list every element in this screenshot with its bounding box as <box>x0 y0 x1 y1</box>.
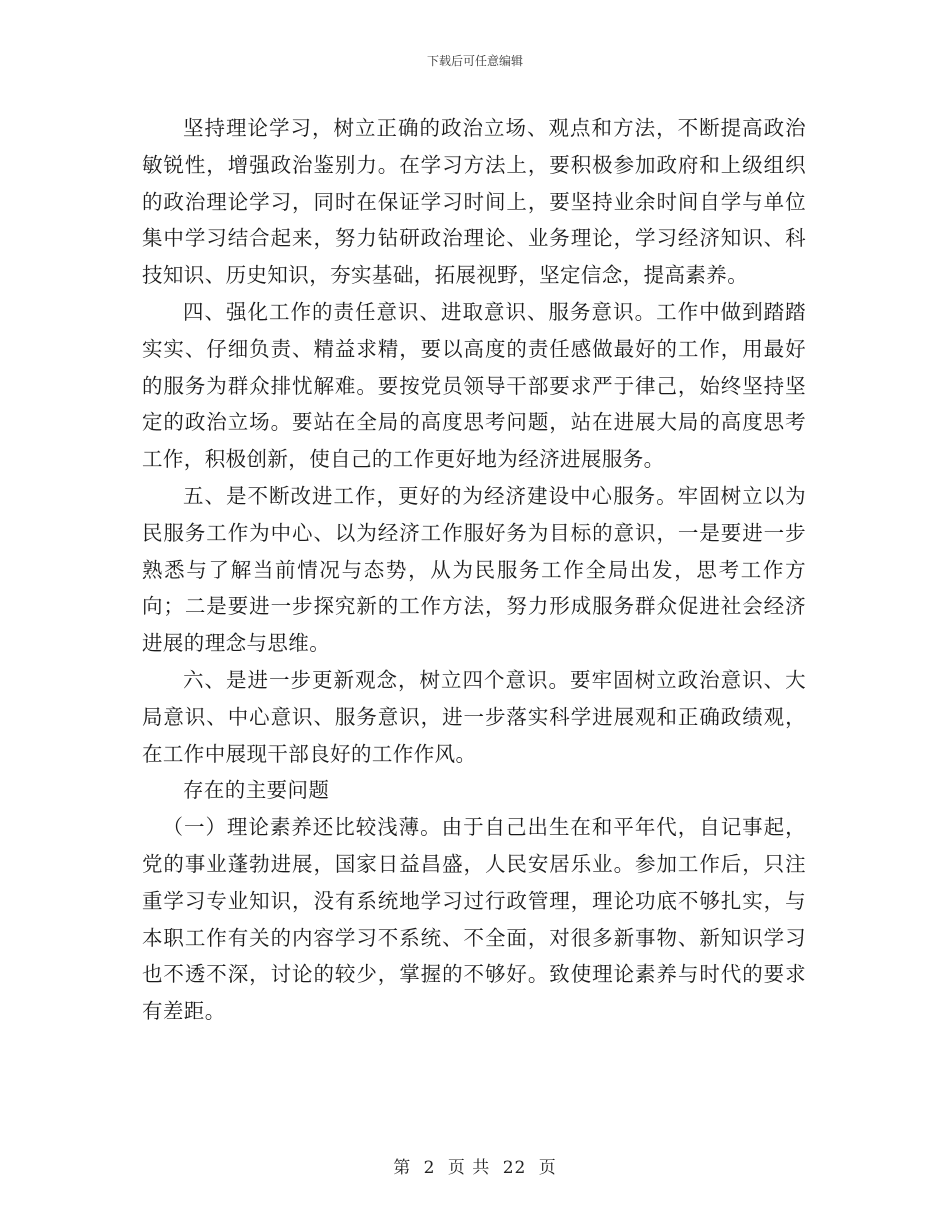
page-header-note: 下载后可任意编辑 <box>426 54 523 68</box>
footer-middle: 页 共 <box>447 1158 491 1178</box>
page-footer <box>0 1153 950 1178</box>
footer-total-pages: 22 <box>502 1158 527 1178</box>
footer-prefix: 第 <box>393 1158 412 1178</box>
paragraph-update-concepts: 六、是进一步更新观念，树立四个意识。要牢固树立政治意识、大局意识、中心意识、服务意识，进一步落实科学进展观和正确政绩观，在工作中展现干部良好的工作作风。 <box>142 667 806 766</box>
paragraph-improve-work: 五、是不断改进工作，更好的为经济建设中心服务。牢固树立以为民服务工作为中心、以为经济工作服好务为目标的意识，一是要进一步熟悉与了解当前情况与态势，从为民服务工作全局出发，思考工作方向；二是要进一步探究新的工作方法，努力形成服务群众促进社会经济进展的理念与思维。 <box>142 483 806 656</box>
paragraph-theory-shallow: （一）理论素养还比较浅薄。由于自己出生在和平年代，自记事起，党的事业蓬勃进展，国家日益昌盛，人民安居乐业。参加工作后，只注重学习专业知识，没有系统地学习过行政管理，理论功底不够扎实，与本职工作有关的内容学习不系统、不全面，对很多新事物、新知识学习也不透不深，讨论的较少，掌握的不够好。致使理论素养与时代的要求有差距。 <box>142 815 806 1024</box>
footer-suffix: 页 <box>538 1158 557 1178</box>
paragraph-theory-study: 坚持理论学习，树立正确的政治立场、观点和方法，不断提高政治敏锐性，增强政治鉴别力。在学习方法上，要积极参加政府和上级组织的政治理论学习，同时在保证学习时间上，要坚持业余时间自学与单位集中学习结合起来，努力钻研政治理论、业务理论，学习经济知识、科技知识、历史知识，夯实基础，拓展视野，坚定信念，提高素养。 <box>142 116 806 288</box>
document-body <box>142 110 806 1030</box>
footer-current-page: 2 <box>423 1158 436 1178</box>
paragraph-responsibility: 四、强化工作的责任意识、进取意识、服务意识。工作中做到踏踏实实、仔细负责、精益求精，要以高度的责任感做最好的工作，用最好的服务为群众排忧解难。要按党员领导干部要求严于律己，始终坚持坚定的政治立场。要站在全局的高度思考问题，站在进展大局的高度思考工作，积极创新，使自己的工作更好地为经济进展服务。 <box>142 299 806 472</box>
section-heading-main-problems: 存在的主要问题 <box>183 778 330 803</box>
